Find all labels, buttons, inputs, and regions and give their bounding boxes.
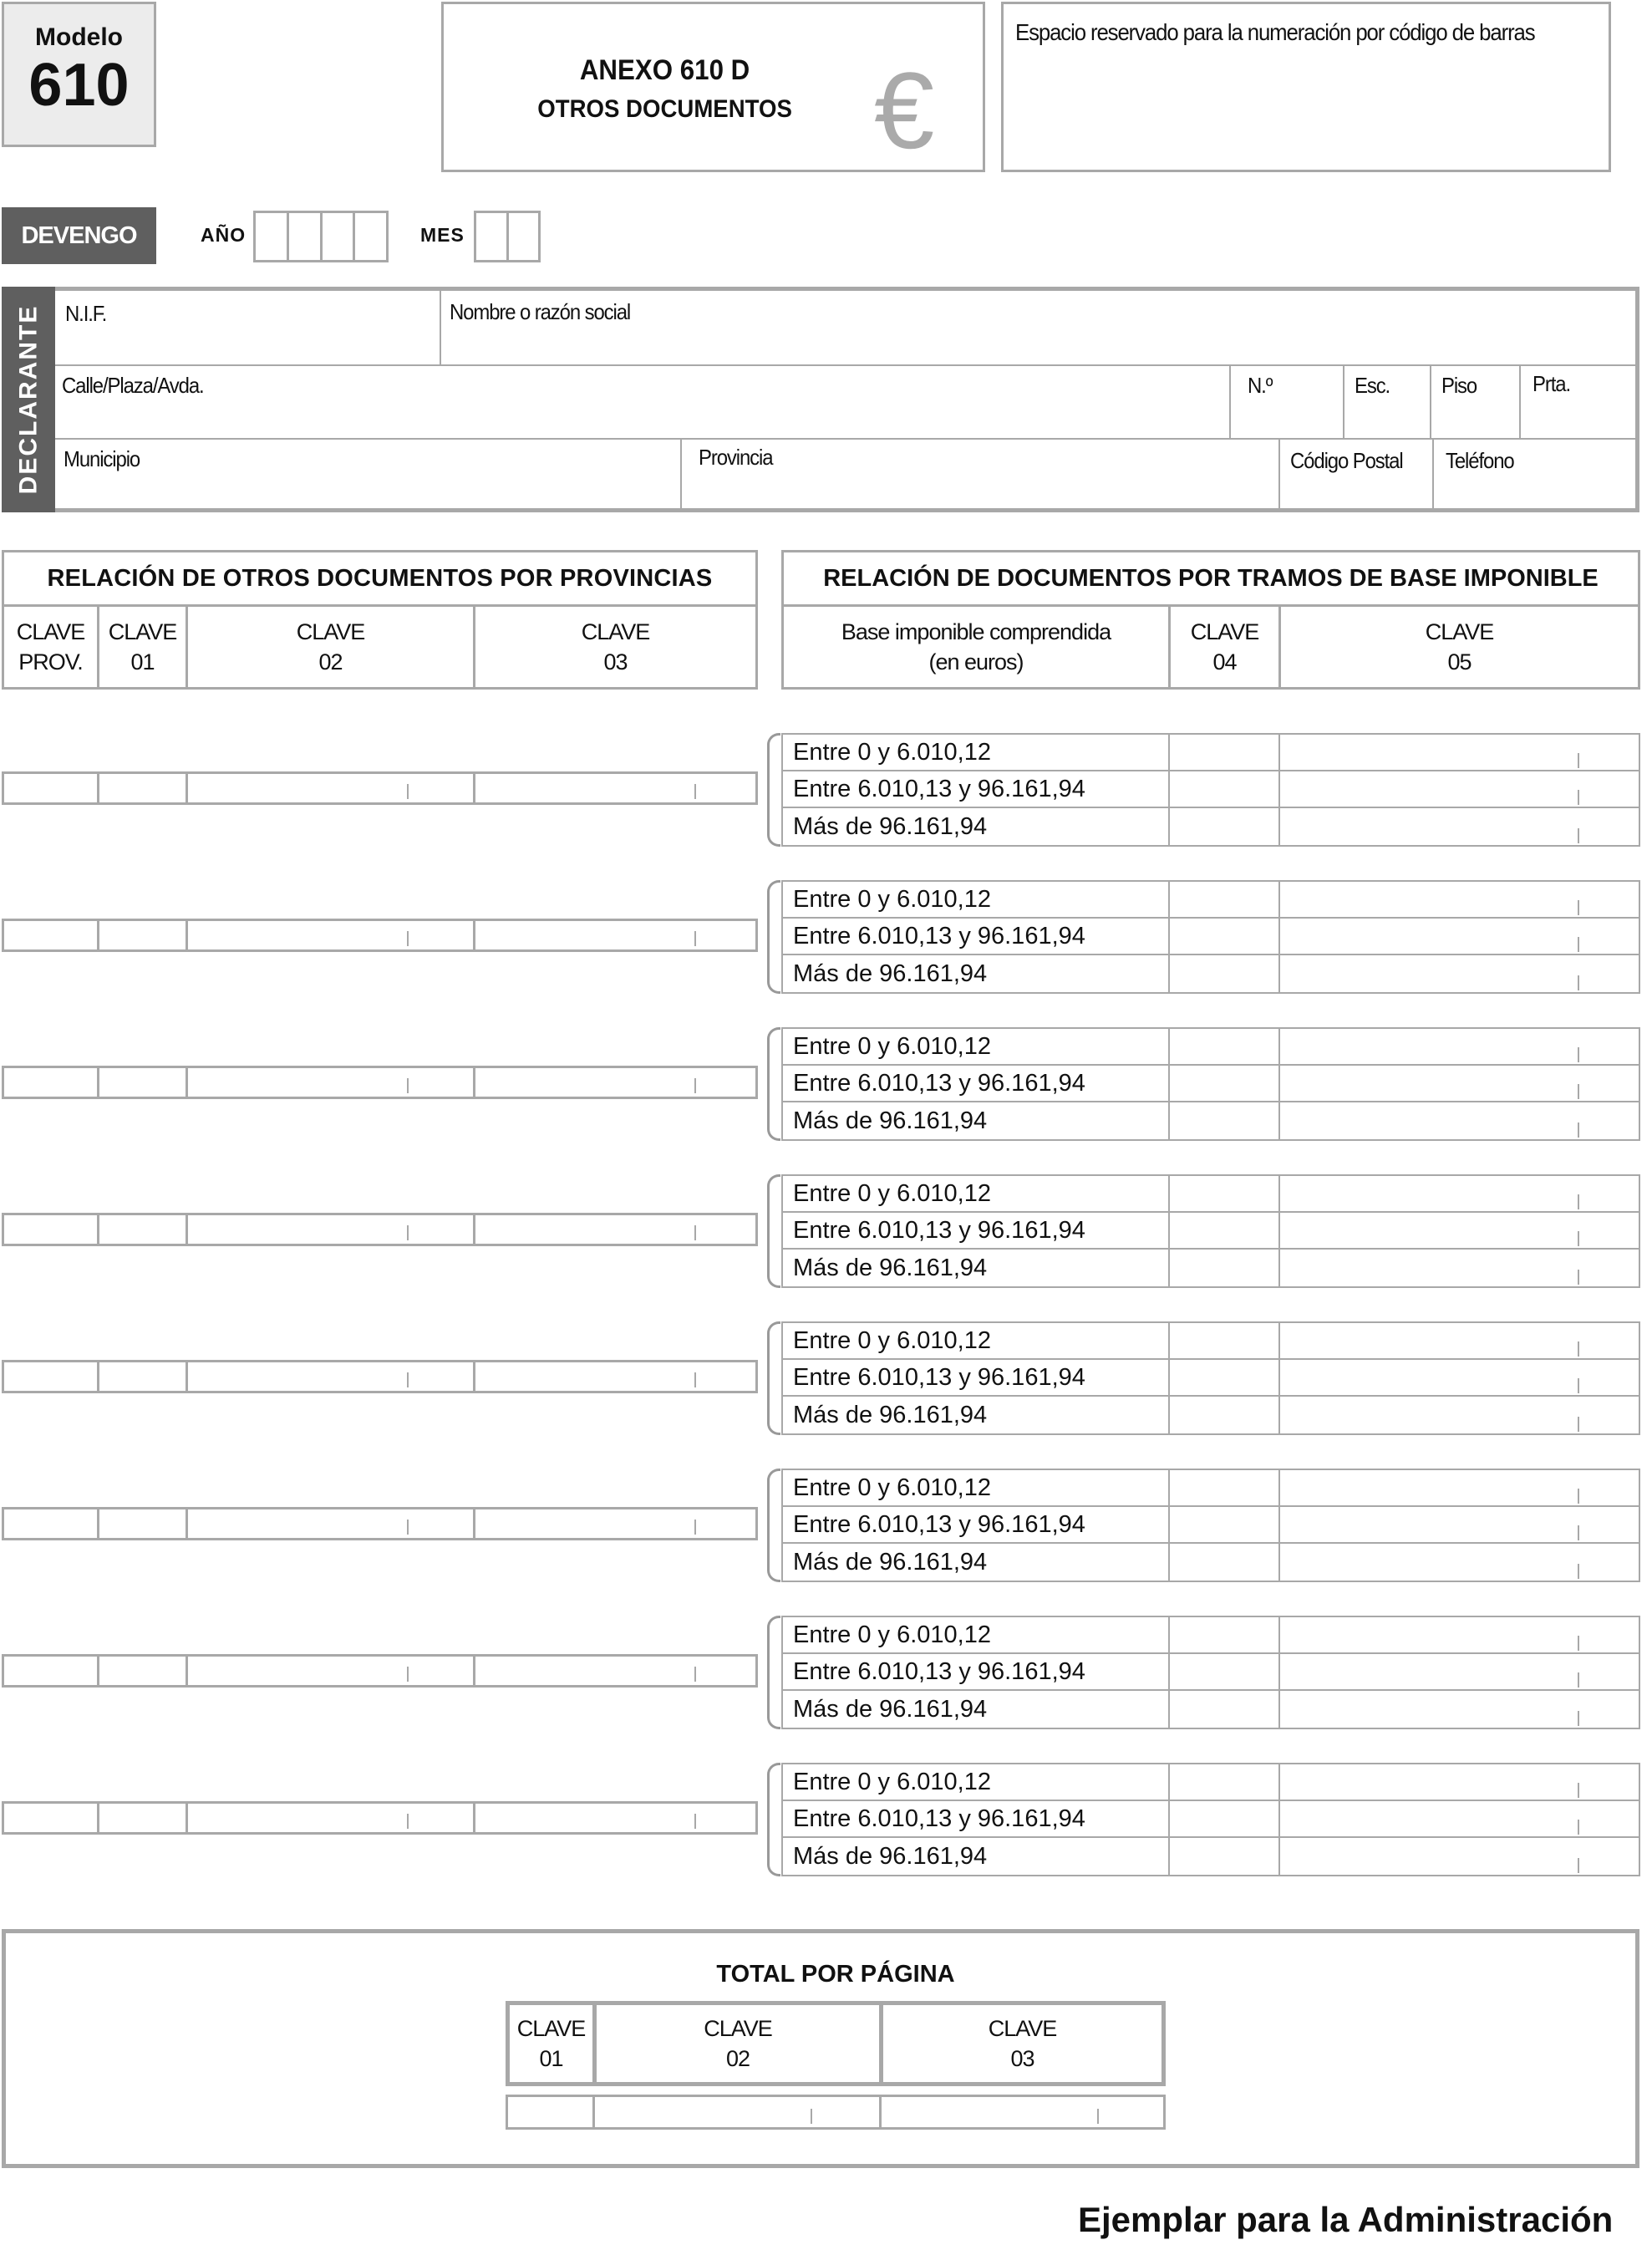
input-clave-05[interactable] bbox=[1280, 1507, 1639, 1542]
input-clave-05[interactable] bbox=[1280, 735, 1639, 770]
input-clave-05[interactable] bbox=[1280, 1176, 1639, 1211]
input-clave-05[interactable] bbox=[1280, 1764, 1639, 1800]
piso-field[interactable] bbox=[1431, 366, 1521, 440]
copy-label: Ejemplar para la Administración bbox=[1078, 2200, 1614, 2239]
tramos-row bbox=[783, 1838, 1639, 1875]
input-clave-02[interactable] bbox=[188, 1362, 475, 1391]
range-label: Entre 0 y 6.010,12 bbox=[783, 1470, 1170, 1505]
range-label: Más de 96.161,94 bbox=[783, 1838, 1170, 1875]
input-clave-05[interactable] bbox=[1280, 1102, 1639, 1139]
input-clave-02[interactable] bbox=[188, 1657, 475, 1685]
anexo-box bbox=[441, 2, 985, 172]
input-clave-03[interactable] bbox=[475, 1509, 755, 1538]
provincia-row bbox=[2, 1654, 758, 1688]
provincia-label: Provincia bbox=[699, 445, 773, 470]
input-clave-04[interactable] bbox=[1170, 1691, 1280, 1728]
esc-label: Esc. bbox=[1355, 373, 1390, 398]
provincia-row bbox=[2, 1360, 758, 1393]
input-clave-05[interactable] bbox=[1280, 1654, 1639, 1689]
col-base-imponible: Base imponible comprendida (en euros) bbox=[784, 607, 1171, 687]
input-clave-01[interactable] bbox=[99, 774, 188, 802]
col-clave-prov: CLAVE PROV. bbox=[4, 607, 99, 687]
input-clave-02[interactable] bbox=[188, 1509, 475, 1538]
totals-title: TOTAL POR PÁGINA bbox=[716, 1961, 955, 1988]
col-clave-01: CLAVE 01 bbox=[99, 607, 188, 687]
input-clave-02[interactable] bbox=[188, 1804, 475, 1832]
input-clave-02[interactable] bbox=[188, 921, 475, 949]
municipio-field[interactable] bbox=[55, 440, 682, 508]
tramos-row bbox=[783, 1176, 1639, 1213]
input-clave-04[interactable] bbox=[1170, 1323, 1280, 1358]
input-clave-prov[interactable] bbox=[4, 1068, 99, 1097]
provincia-row bbox=[2, 771, 758, 805]
brace-icon bbox=[767, 1174, 780, 1288]
tramos-row bbox=[783, 1801, 1639, 1838]
tramos-row bbox=[783, 1544, 1639, 1581]
input-clave-prov[interactable] bbox=[4, 1362, 99, 1391]
range-label: Entre 6.010,13 y 96.161,94 bbox=[783, 1213, 1170, 1248]
provincias-table-title: RELACIÓN DE OTROS DOCUMENTOS POR PROVINCIAS bbox=[2, 550, 758, 607]
range-label: Más de 96.161,94 bbox=[783, 808, 1170, 845]
tramos-group bbox=[781, 1763, 1640, 1876]
range-label: Entre 6.010,13 y 96.161,94 bbox=[783, 771, 1170, 807]
input-clave-04[interactable] bbox=[1170, 1654, 1280, 1689]
prta-label: Prta. bbox=[1533, 371, 1571, 396]
input-clave-04[interactable] bbox=[1170, 955, 1280, 992]
brace-icon bbox=[767, 1616, 780, 1729]
brace-icon bbox=[767, 1763, 780, 1876]
codigo-postal-field[interactable] bbox=[1280, 440, 1434, 508]
input-clave-05[interactable] bbox=[1280, 1250, 1639, 1286]
year-input[interactable] bbox=[253, 211, 389, 262]
tramos-group bbox=[781, 1616, 1640, 1729]
municipio-label: Municipio bbox=[64, 446, 140, 471]
year-label: AÑO bbox=[201, 224, 247, 246]
input-clave-04[interactable] bbox=[1170, 919, 1280, 954]
input-clave-prov[interactable] bbox=[4, 1509, 99, 1538]
range-label: Más de 96.161,94 bbox=[783, 1102, 1170, 1139]
totals-input-clave-01[interactable] bbox=[508, 2097, 595, 2127]
input-clave-03[interactable] bbox=[475, 1068, 755, 1097]
nombre-label: Nombre o razón social bbox=[450, 299, 631, 324]
codigo-postal-label: Código Postal bbox=[1290, 448, 1403, 473]
input-clave-04[interactable] bbox=[1170, 1066, 1280, 1101]
input-clave-01[interactable] bbox=[99, 921, 188, 949]
provincia-row bbox=[2, 1213, 758, 1246]
range-label: Más de 96.161,94 bbox=[783, 1691, 1170, 1728]
tramos-row bbox=[783, 1617, 1639, 1654]
tramos-row bbox=[783, 955, 1639, 992]
telefono-label: Teléfono bbox=[1446, 448, 1514, 473]
input-clave-01[interactable] bbox=[99, 1362, 188, 1391]
input-clave-05[interactable] bbox=[1280, 1029, 1639, 1064]
modelo-label: Modelo bbox=[35, 23, 123, 51]
totals-input-row bbox=[506, 2095, 1166, 2130]
declarante-side-label: DECLARANTE bbox=[2, 287, 55, 512]
brace-icon bbox=[767, 1027, 780, 1141]
input-clave-05[interactable] bbox=[1280, 1397, 1639, 1433]
tramos-row bbox=[783, 1102, 1639, 1139]
tramos-row bbox=[783, 1470, 1639, 1507]
provincia-row bbox=[2, 1066, 758, 1099]
input-clave-05[interactable] bbox=[1280, 1838, 1639, 1875]
brace-icon bbox=[767, 1469, 780, 1582]
col-clave-02: CLAVE 02 bbox=[188, 607, 475, 687]
input-clave-04[interactable] bbox=[1170, 1507, 1280, 1542]
tramos-row bbox=[783, 735, 1639, 771]
input-clave-prov[interactable] bbox=[4, 1657, 99, 1685]
tramos-table-title: RELACIÓN DE DOCUMENTOS POR TRAMOS DE BASE IMPONIBLE bbox=[781, 550, 1640, 607]
input-clave-05[interactable] bbox=[1280, 1323, 1639, 1358]
provincia-row bbox=[2, 1507, 758, 1540]
input-clave-03[interactable] bbox=[475, 1657, 755, 1685]
input-clave-04[interactable] bbox=[1170, 1470, 1280, 1505]
tramos-row bbox=[783, 1397, 1639, 1433]
nombre-field[interactable] bbox=[441, 291, 1635, 366]
tramos-table-header bbox=[781, 604, 1640, 690]
brace-icon bbox=[767, 733, 780, 847]
input-clave-02[interactable] bbox=[188, 1068, 475, 1097]
input-clave-01[interactable] bbox=[99, 1657, 188, 1685]
range-label: Entre 0 y 6.010,12 bbox=[783, 735, 1170, 770]
brace-icon bbox=[767, 1321, 780, 1435]
tramos-group bbox=[781, 880, 1640, 994]
col-clave-04: CLAVE 04 bbox=[1171, 607, 1281, 687]
input-clave-04[interactable] bbox=[1170, 1801, 1280, 1836]
input-clave-05[interactable] bbox=[1280, 1066, 1639, 1101]
tramos-group bbox=[781, 1469, 1640, 1582]
input-clave-01[interactable] bbox=[99, 1068, 188, 1097]
range-label: Entre 6.010,13 y 96.161,94 bbox=[783, 1654, 1170, 1689]
prta-field[interactable] bbox=[1521, 366, 1635, 440]
range-label: Entre 6.010,13 y 96.161,94 bbox=[783, 1507, 1170, 1542]
month-input[interactable] bbox=[474, 211, 541, 262]
tramos-row bbox=[783, 882, 1639, 919]
month-label: MES bbox=[420, 224, 465, 246]
input-clave-04[interactable] bbox=[1170, 1213, 1280, 1248]
numero-label: N.º bbox=[1248, 373, 1273, 398]
input-clave-04[interactable] bbox=[1170, 1360, 1280, 1395]
range-label: Más de 96.161,94 bbox=[783, 1544, 1170, 1581]
provincia-row bbox=[2, 1801, 758, 1835]
range-label: Entre 0 y 6.010,12 bbox=[783, 1323, 1170, 1358]
tramos-row bbox=[783, 1213, 1639, 1250]
tramos-row bbox=[783, 1654, 1639, 1691]
input-clave-03[interactable] bbox=[475, 1804, 755, 1832]
input-clave-04[interactable] bbox=[1170, 1397, 1280, 1433]
tramos-row bbox=[783, 919, 1639, 955]
tramos-row bbox=[783, 1507, 1639, 1544]
barcode-label: Espacio reservado para la numeración por código de barras bbox=[1015, 19, 1535, 45]
col-clave-03: CLAVE 03 bbox=[581, 619, 650, 675]
range-label: Entre 0 y 6.010,12 bbox=[783, 882, 1170, 917]
input-clave-04[interactable] bbox=[1170, 1176, 1280, 1211]
tramos-group bbox=[781, 733, 1640, 847]
input-clave-04[interactable] bbox=[1170, 735, 1280, 770]
provincias-table-header bbox=[2, 604, 758, 690]
input-clave-03[interactable] bbox=[475, 1362, 755, 1391]
input-clave-04[interactable] bbox=[1170, 771, 1280, 807]
range-label: Entre 6.010,13 y 96.161,94 bbox=[783, 1066, 1170, 1101]
input-clave-05[interactable] bbox=[1280, 1801, 1639, 1836]
input-clave-02[interactable] bbox=[188, 1215, 475, 1244]
input-clave-04[interactable] bbox=[1170, 1764, 1280, 1800]
input-clave-05[interactable] bbox=[1280, 1544, 1639, 1581]
range-label: Más de 96.161,94 bbox=[783, 955, 1170, 992]
modelo-number: 610 bbox=[28, 52, 130, 119]
input-clave-05[interactable] bbox=[1280, 1470, 1639, 1505]
tramos-row bbox=[783, 1691, 1639, 1728]
input-clave-05[interactable] bbox=[1280, 919, 1639, 954]
totals-input-clave-02[interactable] bbox=[595, 2097, 882, 2127]
input-clave-05[interactable] bbox=[1280, 1360, 1639, 1395]
input-clave-04[interactable] bbox=[1170, 1617, 1280, 1652]
anexo-title: ANEXO 610 D bbox=[580, 54, 750, 86]
modelo-box bbox=[2, 2, 156, 147]
tramos-row bbox=[783, 808, 1639, 845]
input-clave-02[interactable] bbox=[188, 774, 475, 802]
range-label: Entre 0 y 6.010,12 bbox=[783, 1176, 1170, 1211]
range-label: Entre 6.010,13 y 96.161,94 bbox=[783, 919, 1170, 954]
tramos-row bbox=[783, 1323, 1639, 1360]
devengo-label: DEVENGO bbox=[2, 207, 156, 264]
totals-col-clave-02: CLAVE 02 bbox=[597, 2005, 883, 2082]
totals-input-clave-03[interactable] bbox=[882, 2097, 1163, 2127]
input-clave-prov[interactable] bbox=[4, 1215, 99, 1244]
anexo-subtitle: OTROS DOCUMENTOS bbox=[537, 95, 793, 123]
input-clave-05[interactable] bbox=[1280, 1691, 1639, 1728]
input-clave-prov[interactable] bbox=[4, 1804, 99, 1832]
totals-header bbox=[506, 2001, 1166, 2086]
range-label: Más de 96.161,94 bbox=[783, 1250, 1170, 1286]
totals-col-clave-03: CLAVE 03 bbox=[988, 2016, 1057, 2071]
range-label: Entre 6.010,13 y 96.161,94 bbox=[783, 1801, 1170, 1836]
input-clave-prov[interactable] bbox=[4, 921, 99, 949]
tramos-group bbox=[781, 1321, 1640, 1435]
input-clave-04[interactable] bbox=[1170, 882, 1280, 917]
tramos-row bbox=[783, 1029, 1639, 1066]
input-clave-05[interactable] bbox=[1280, 808, 1639, 845]
input-clave-05[interactable] bbox=[1280, 1213, 1639, 1248]
input-clave-03[interactable] bbox=[475, 774, 755, 802]
input-clave-04[interactable] bbox=[1170, 1838, 1280, 1875]
tramos-row bbox=[783, 1764, 1639, 1801]
input-clave-04[interactable] bbox=[1170, 1544, 1280, 1581]
tramos-row bbox=[783, 1360, 1639, 1397]
input-clave-05[interactable] bbox=[1280, 955, 1639, 992]
range-label: Entre 6.010,13 y 96.161,94 bbox=[783, 1360, 1170, 1395]
range-label: Entre 0 y 6.010,12 bbox=[783, 1764, 1170, 1800]
input-clave-05[interactable] bbox=[1280, 882, 1639, 917]
input-clave-05[interactable] bbox=[1280, 1617, 1639, 1652]
range-label: Más de 96.161,94 bbox=[783, 1397, 1170, 1433]
barcode-box bbox=[1001, 2, 1611, 172]
input-clave-prov[interactable] bbox=[4, 774, 99, 802]
provincia-field[interactable] bbox=[682, 440, 1280, 508]
piso-label: Piso bbox=[1441, 373, 1477, 398]
tramos-row bbox=[783, 1066, 1639, 1102]
input-clave-01[interactable] bbox=[99, 1215, 188, 1244]
tramos-group bbox=[781, 1174, 1640, 1288]
input-clave-04[interactable] bbox=[1170, 1029, 1280, 1064]
calle-field[interactable] bbox=[55, 366, 1231, 440]
input-clave-03[interactable] bbox=[475, 1215, 755, 1244]
tramos-row bbox=[783, 771, 1639, 808]
nif-field[interactable] bbox=[55, 291, 441, 366]
nif-label: N.I.F. bbox=[65, 301, 107, 326]
numero-field[interactable] bbox=[1231, 366, 1344, 440]
input-clave-01[interactable] bbox=[99, 1509, 188, 1538]
range-label: Entre 0 y 6.010,12 bbox=[783, 1029, 1170, 1064]
totals-col-clave-01: CLAVE 01 bbox=[510, 2005, 597, 2082]
esc-field[interactable] bbox=[1344, 366, 1431, 440]
brace-icon bbox=[767, 880, 780, 994]
input-clave-05[interactable] bbox=[1280, 771, 1639, 807]
input-clave-04[interactable] bbox=[1170, 1250, 1280, 1286]
input-clave-04[interactable] bbox=[1170, 808, 1280, 845]
calle-label: Calle/Plaza/Avda. bbox=[62, 373, 204, 398]
tramos-group bbox=[781, 1027, 1640, 1141]
col-clave-05: CLAVE 05 bbox=[1425, 619, 1494, 675]
input-clave-04[interactable] bbox=[1170, 1102, 1280, 1139]
tramos-row bbox=[783, 1250, 1639, 1286]
range-label: Entre 0 y 6.010,12 bbox=[783, 1617, 1170, 1652]
provincia-row bbox=[2, 919, 758, 952]
input-clave-01[interactable] bbox=[99, 1804, 188, 1832]
input-clave-03[interactable] bbox=[475, 921, 755, 949]
telefono-field[interactable] bbox=[1434, 440, 1635, 508]
euro-icon: € bbox=[874, 49, 935, 171]
